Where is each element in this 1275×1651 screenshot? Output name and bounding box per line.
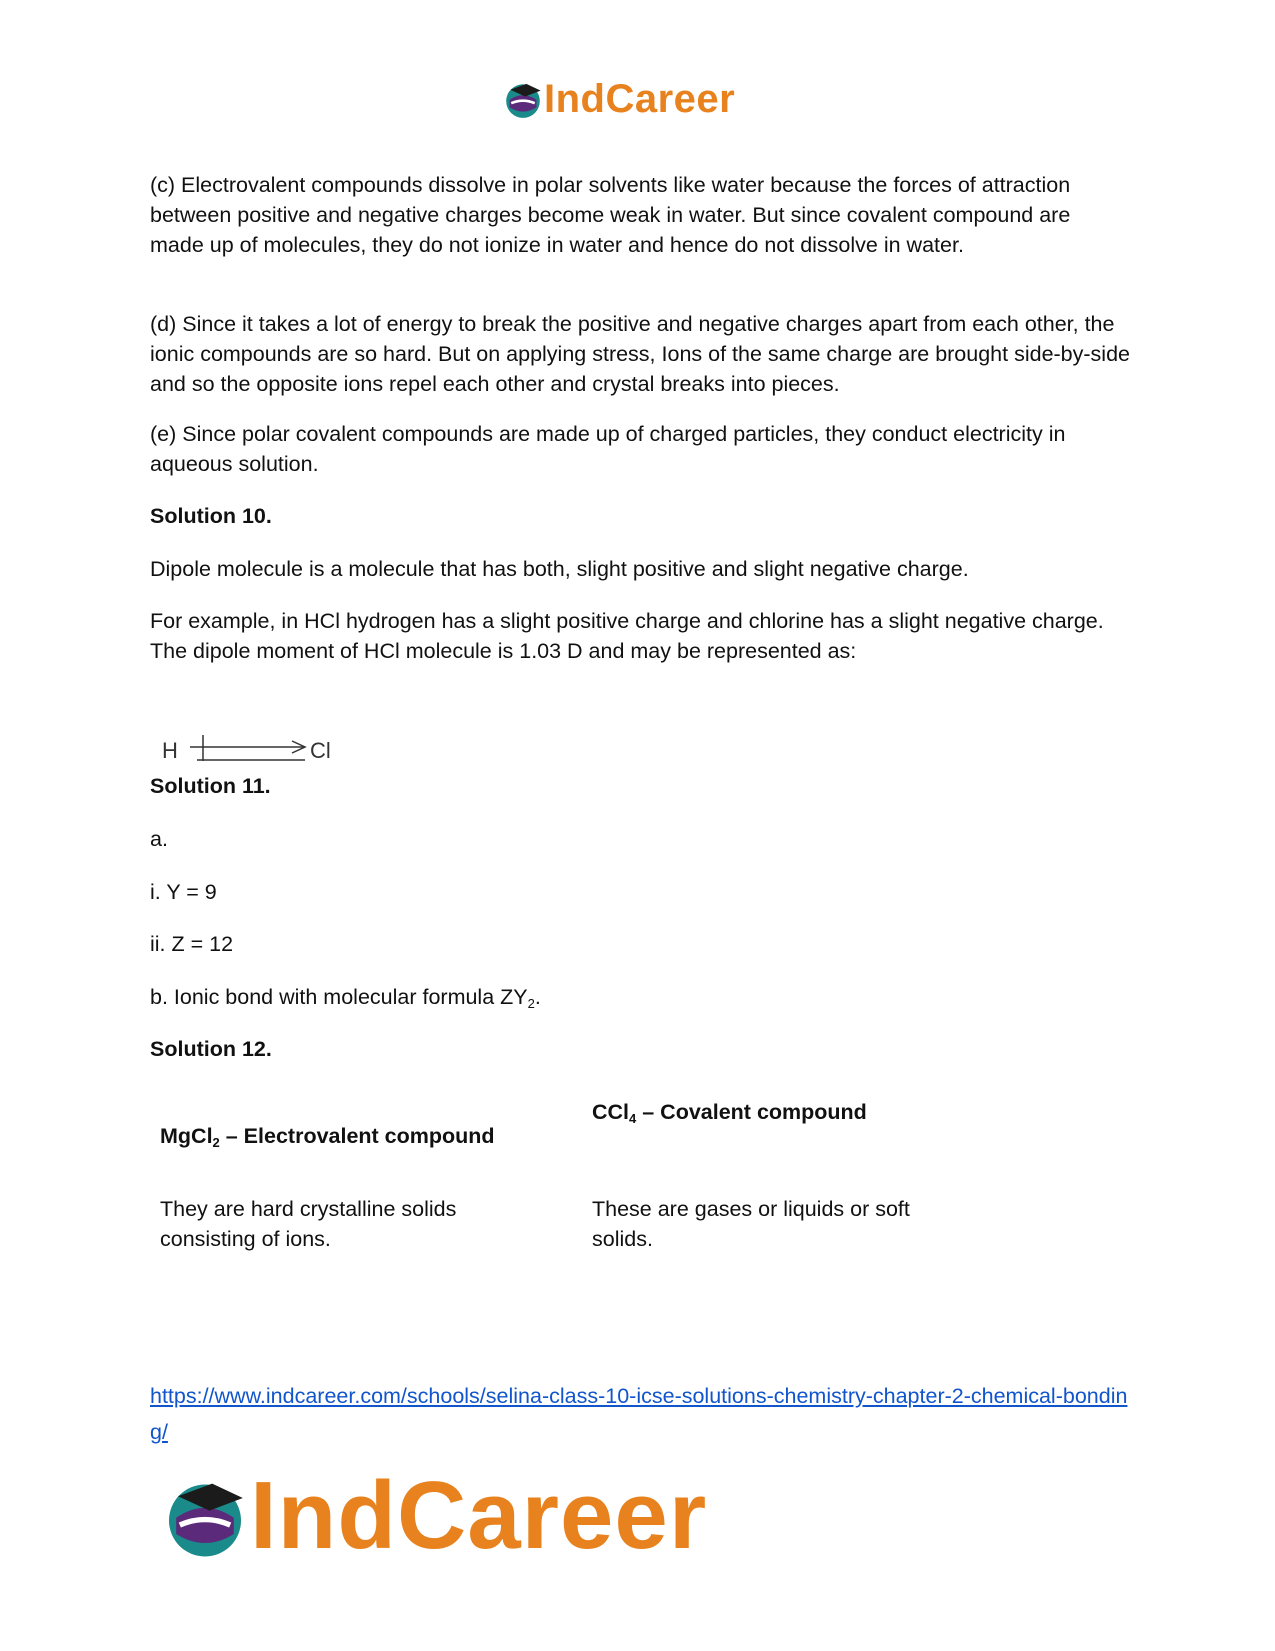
solution-11-heading: Solution 11. <box>150 774 271 798</box>
solution-10-heading: Solution 10. <box>150 504 272 528</box>
paragraph-c: (c) Electrovalent compounds dissolve in polar solvents like water because the forces of attraction between positive and negative charges become weak in water. But since covalent compound are made up of molecules, they do not ionize in water and hence do not dissolve in water. <box>150 173 1071 257</box>
dipole-right-atom: Cl <box>310 738 331 763</box>
dipole-left-atom: H <box>162 738 178 763</box>
solution-12-heading: Solution 12. <box>150 1037 272 1061</box>
hcl-dipole-diagram <box>160 728 350 768</box>
table-cell-mgcl2-property: They are hard crystalline solids consisting of ions. <box>160 1197 457 1251</box>
source-url-link[interactable]: https://www.indcareer.com/schools/selina-class-10-icse-solutions-chemistry-chapter-2-chemical-bonding/ <box>150 1384 1128 1444</box>
table-header-mgcl2: MgCl$_2$ – Electrovalent compound <box>160 1124 495 1150</box>
graduation-globe-icon <box>502 78 544 120</box>
brand-name: IndCareer <box>250 1462 708 1569</box>
solution-11-part-b: b. Ionic bond with molecular formula $ZY_2$. <box>150 985 541 1011</box>
table-header-ccl4: CCl$_4$ – Covalent compound <box>592 1100 867 1126</box>
solution-10-example: For example, in HCl hydrogen has a slight positive charge and chlorine has a slight negative charge. The dipole moment of HCl molecule is 1.03 D and may be represented as: <box>150 609 1104 663</box>
solution-10-definition: Dipole molecule is a molecule that has both, slight positive and slight negative charge. <box>150 557 969 581</box>
brand-name: IndCareer <box>544 77 736 121</box>
solution-11-part-ii: ii. Z = 12 <box>150 932 234 956</box>
paragraph-d: (d) Since it takes a lot of energy to break the positive and negative charges apart from each other, the ionic compounds are so hard. But on applying stress, Ions of the same charge are brought side-by-side and so the opposite ions repel each other and crystal breaks into pieces. <box>150 312 1130 396</box>
brand-logo-header <box>502 78 735 120</box>
solution-11-part-i: i. Y = 9 <box>150 880 217 904</box>
brand-logo-footer <box>160 1462 708 1569</box>
solution-11-part-a: a. <box>150 827 168 851</box>
graduation-globe-icon <box>160 1471 250 1561</box>
paragraph-e: (e) Since polar covalent compounds are made up of charged particles, they conduct electricity in aqueous solution. <box>150 422 1066 476</box>
table-cell-ccl4-property: These are gases or liquids or soft solids. <box>592 1197 910 1251</box>
